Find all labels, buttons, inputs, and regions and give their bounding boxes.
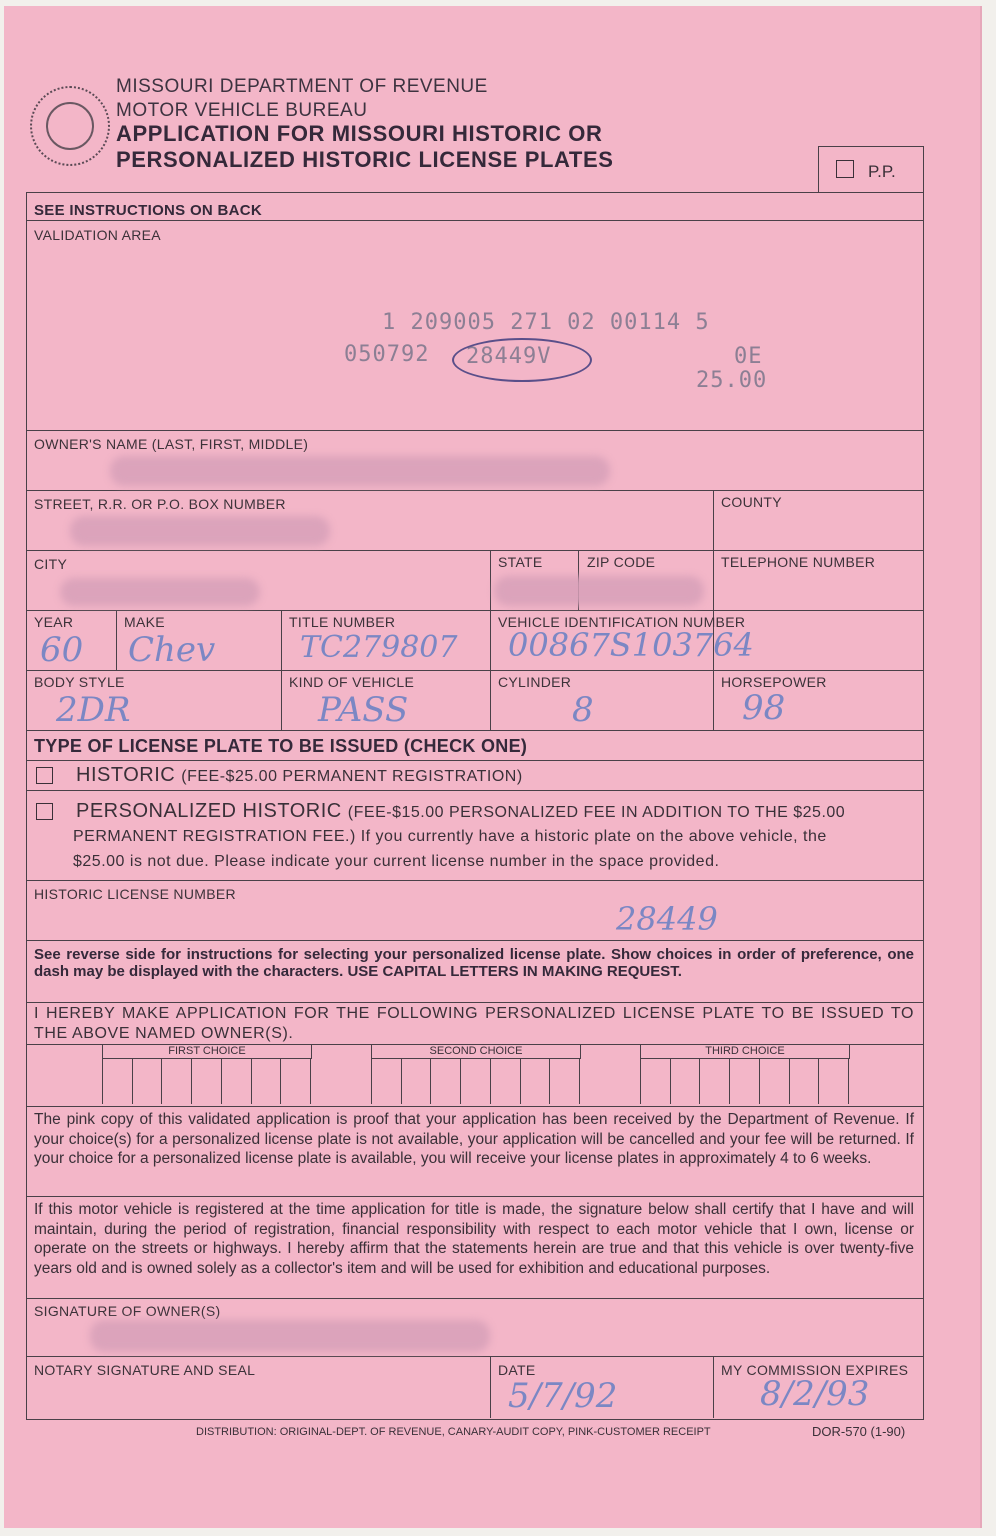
rule	[26, 610, 923, 611]
date-value: 5/7/92	[508, 1376, 618, 1416]
personalized-option-label: PERSONALIZED HISTORIC	[76, 800, 342, 822]
choice-cell-divider	[221, 1058, 222, 1104]
year-label: YEAR	[34, 614, 74, 630]
form-title-line2: PERSONALIZED HISTORIC LICENSE PLATES	[116, 147, 614, 172]
choice-cell-divider	[161, 1058, 162, 1104]
choice-cell-divider	[670, 1058, 671, 1104]
choice-cell-divider	[280, 1058, 281, 1104]
choice-cell-divider	[401, 1058, 402, 1104]
historic-license-number-label: HISTORIC LICENSE NUMBER	[34, 886, 236, 902]
owner-signature-label: SIGNATURE OF OWNER(S)	[34, 1303, 221, 1319]
rule	[26, 550, 923, 551]
rule	[26, 1356, 923, 1357]
cylinder-label: CYLINDER	[498, 674, 572, 690]
choice-cell-divider	[699, 1058, 700, 1104]
body-style-value: 2DR	[56, 690, 131, 730]
validation-stamp-line1: 1 209005 271 02 00114 5	[382, 310, 710, 335]
historic-checkbox[interactable]	[36, 767, 53, 784]
vin-label: VEHICLE IDENTIFICATION NUMBER	[498, 614, 746, 630]
first-choice-caption: FIRST CHOICE	[102, 1045, 312, 1059]
redacted-city	[60, 578, 260, 606]
zip-label: ZIP CODE	[587, 554, 656, 570]
validation-area-label: VALIDATION AREA	[34, 227, 161, 243]
rule	[713, 490, 714, 730]
rule	[26, 430, 923, 431]
certification-statement: If this motor vehicle is registered at the time application for title is made, the signature below shall certify that I have and will maintain, during the period of registration, financial responsibility with respect to each motor vehicle that I own, license or operate on the streets or highways. I hereby affirm that the statements herein are true and that this vehicle is over twenty-five years old and is owned solely as a collector's item and will be used for exhibition and educational purposes.	[34, 1201, 914, 1277]
kind-of-vehicle-value: PASS	[318, 690, 409, 730]
rule	[26, 880, 923, 881]
choice-cell-divider	[310, 1058, 311, 1104]
owner-name-label: OWNER'S NAME (LAST, FIRST, MIDDLE)	[34, 436, 309, 452]
pp-checkbox[interactable]	[836, 160, 854, 178]
vin-value: 00867S103764	[508, 626, 754, 664]
second-choice-caption: SECOND CHOICE	[371, 1045, 581, 1059]
choice-cell-divider	[132, 1058, 133, 1104]
application-statement: I HEREBY MAKE APPLICATION FOR THE FOLLOWING PERSONALIZED LICENSE PLATE TO BE ISSUED TO THE ABOVE NAMED OWNER(S).	[34, 1005, 914, 1042]
historic-option-label: HISTORIC	[76, 764, 176, 786]
title-number-value: TC279807	[300, 630, 458, 665]
choice-cell-divider	[848, 1058, 849, 1104]
rule	[26, 1298, 923, 1299]
make-value: Chev	[128, 630, 216, 670]
distribution-footer: DISTRIBUTION: ORIGINAL-DEPT. OF REVENUE, CANARY-AUDIT COPY, PINK-CUSTOMER RECEIPT	[196, 1426, 711, 1438]
choice-cell-divider	[759, 1058, 760, 1104]
see-instructions-heading: SEE INSTRUCTIONS ON BACK	[34, 202, 263, 219]
historic-fee: (FEE-$25.00 PERMANENT REGISTRATION)	[181, 768, 523, 785]
pp-label: P.P.	[868, 162, 896, 181]
plate-type-heading: TYPE OF LICENSE PLATE TO BE ISSUED (CHECK ONE)	[34, 736, 528, 756]
rule	[26, 1002, 923, 1003]
personalized-note-line3: $25.00 is not due. Please indicate your current license number in the space provided.	[73, 853, 720, 870]
year-value: 60	[40, 630, 84, 670]
rule	[116, 610, 117, 670]
body-style-label: BODY STYLE	[34, 674, 125, 690]
validation-stamp-code: 0E	[734, 344, 763, 369]
circled-plate-number	[452, 338, 592, 382]
rule	[26, 760, 923, 761]
choice-cell-divider	[520, 1058, 521, 1104]
horsepower-value: 98	[742, 688, 786, 728]
rule	[713, 1356, 714, 1418]
personalized-historic-checkbox[interactable]	[36, 803, 53, 820]
validation-stamp-fee: 25.00	[696, 368, 768, 393]
validation-stamp-date: 050792	[344, 342, 430, 367]
choice-cell-divider	[490, 1058, 491, 1104]
choice-cell-divider	[549, 1058, 550, 1104]
make-label: MAKE	[124, 614, 165, 630]
state-seal-icon	[30, 86, 110, 166]
choice-cell-divider	[640, 1058, 641, 1104]
personalized-historic-option	[76, 800, 845, 823]
redacted-owner-signature	[90, 1320, 490, 1352]
pink-copy-notice: The pink copy of this validated application is proof that your application has been received by the Department of Revenue. If your choice(s) for a personalized license plate is not available, your application will be cancelled and your fee will be returned. If your choice for a personalized license plate is available, you will receive your license plates in approximately 4 to 6 weeks.	[34, 1111, 914, 1167]
choice-cell-divider	[430, 1058, 431, 1104]
rule	[26, 670, 923, 671]
choice-cell-divider	[579, 1058, 580, 1104]
date-label: DATE	[498, 1362, 536, 1378]
rule	[26, 1196, 923, 1197]
choice-cell-divider	[102, 1058, 103, 1104]
choice-cell-divider	[460, 1058, 461, 1104]
redacted-owner-name	[110, 456, 610, 486]
notary-label: NOTARY SIGNATURE AND SEAL	[34, 1362, 256, 1378]
personalized-note-line2: PERMANENT REGISTRATION FEE.) If you currently have a historic plate on the above vehicle, the	[73, 828, 827, 845]
rule	[26, 730, 923, 731]
kind-of-vehicle-label: KIND OF VEHICLE	[289, 674, 415, 690]
title-number-label: TITLE NUMBER	[289, 614, 396, 630]
form-number: DOR-570 (1-90)	[812, 1424, 906, 1439]
commission-value: 8/2/93	[760, 1374, 870, 1414]
choice-cell-divider	[371, 1058, 372, 1104]
historic-license-number-value: 28449	[616, 900, 718, 938]
rule	[26, 220, 923, 221]
rule	[490, 1356, 491, 1418]
rule	[26, 1044, 923, 1045]
rule	[26, 490, 923, 491]
choice-cell-divider	[729, 1058, 730, 1104]
selection-instructions: See reverse side for instructions for selecting your personalized license plate. Show choices in order of preference, one dash may be displayed with the characters. USE CAPITAL LETTERS IN MAKING REQUEST.	[34, 946, 914, 980]
rule	[26, 790, 923, 791]
personalized-fee: (FEE-$15.00 PERSONALIZED FEE IN ADDITION TO THE $25.00	[347, 804, 846, 821]
rule	[26, 940, 923, 941]
rule	[281, 610, 282, 730]
rule	[490, 550, 491, 730]
city-label: CITY	[34, 556, 68, 572]
commission-label: MY COMMISSION EXPIRES	[721, 1362, 909, 1378]
choice-cell-divider	[789, 1058, 790, 1104]
redacted-street	[70, 516, 330, 546]
historic-option	[76, 764, 523, 787]
telephone-label: TELEPHONE NUMBER	[721, 554, 876, 570]
redacted-state-zip	[494, 576, 704, 606]
choice-cell-divider	[191, 1058, 192, 1104]
choice-cell-divider	[251, 1058, 252, 1104]
rule	[26, 1106, 923, 1107]
validation-stamp-plate: 28449V	[466, 344, 552, 369]
form-title-line1: APPLICATION FOR MISSOURI HISTORIC OR	[116, 121, 603, 146]
cylinder-value: 8	[572, 690, 594, 730]
state-label: STATE	[498, 554, 543, 570]
agency-line1: MISSOURI DEPARTMENT OF REVENUE	[116, 76, 488, 97]
horsepower-label: HORSEPOWER	[721, 674, 827, 690]
third-choice-caption: THIRD CHOICE	[640, 1045, 850, 1059]
county-label: COUNTY	[721, 494, 782, 510]
agency-line2: MOTOR VEHICLE BUREAU	[116, 100, 368, 121]
choice-cell-divider	[818, 1058, 819, 1104]
street-label: STREET, R.R. OR P.O. BOX NUMBER	[34, 496, 286, 512]
